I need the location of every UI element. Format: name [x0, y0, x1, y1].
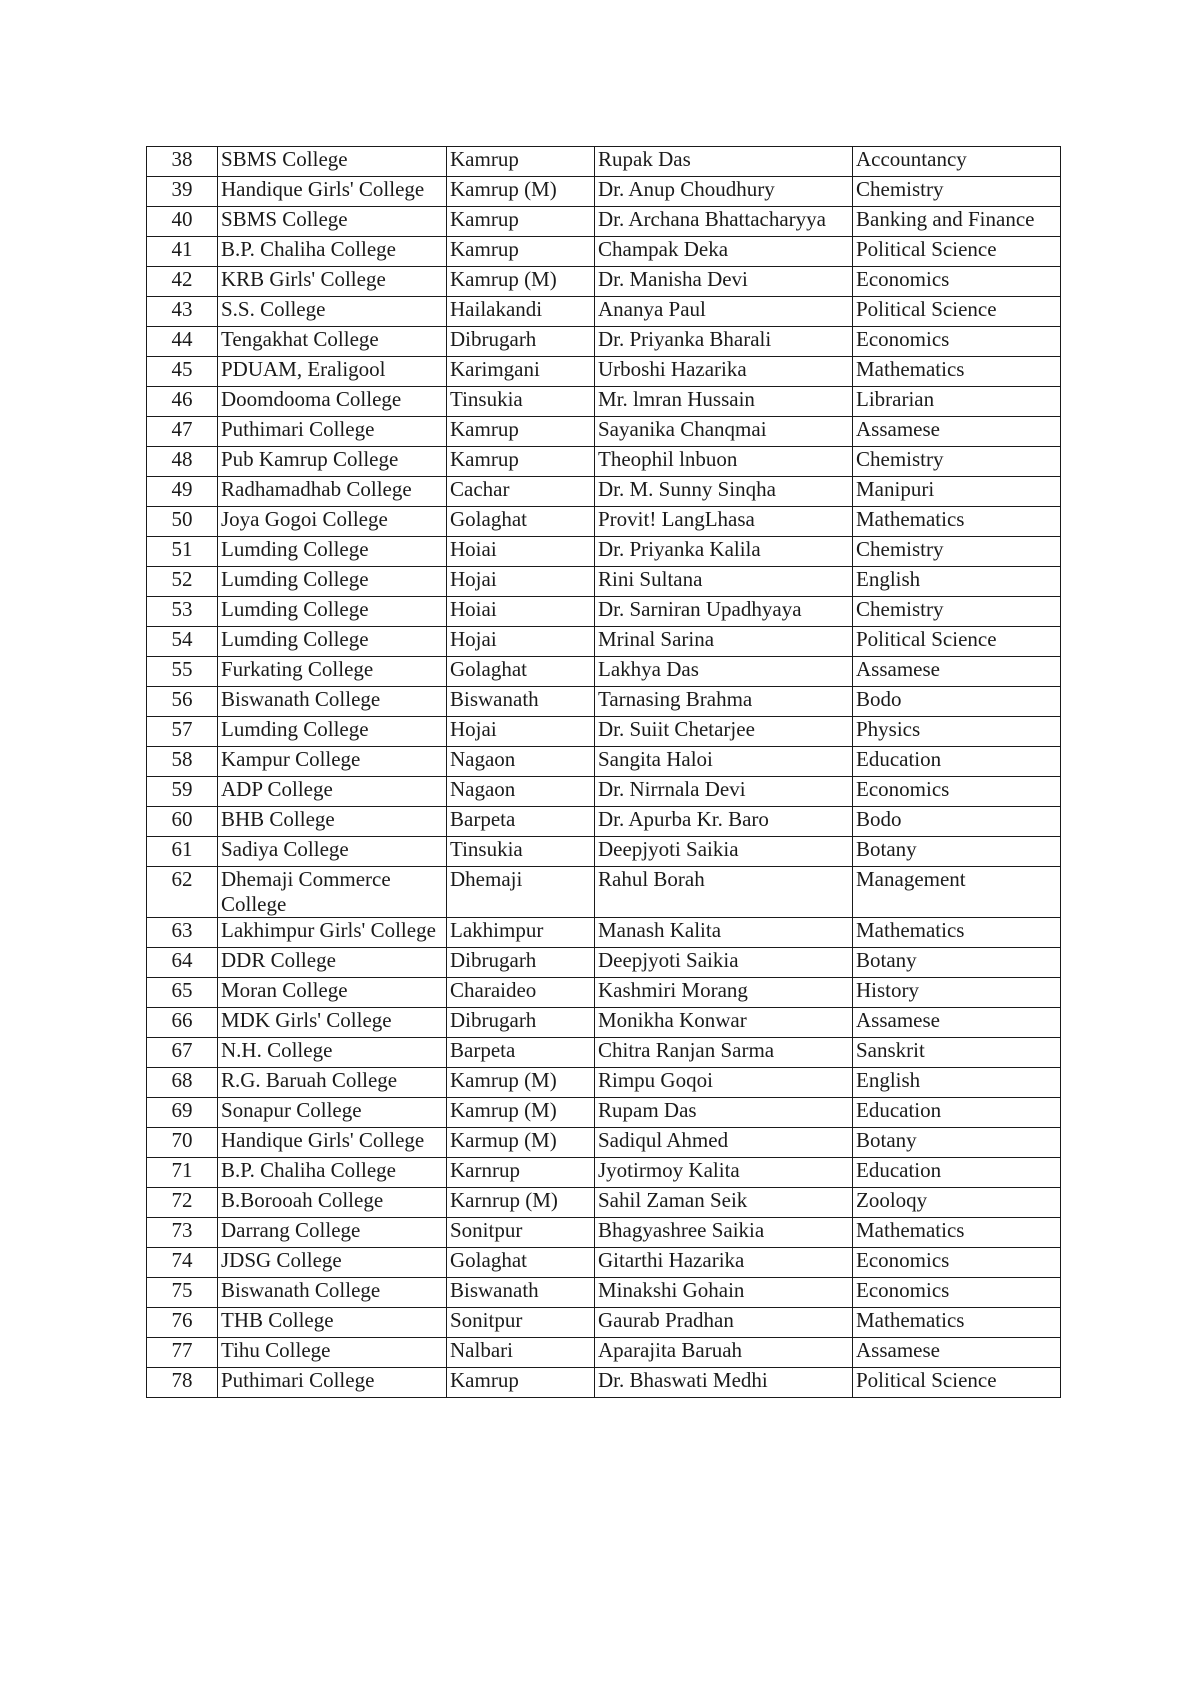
college-cell: Biswanath College — [218, 1278, 447, 1308]
subject-cell: Education — [853, 747, 1061, 777]
sl-cell: 61 — [147, 837, 218, 867]
subject-cell: Manipuri — [853, 477, 1061, 507]
district-cell: Hojai — [447, 717, 595, 747]
subject-cell: Banking and Finance — [853, 207, 1061, 237]
table-row — [147, 417, 1061, 447]
name-cell: Mrinal Sarina — [595, 627, 853, 657]
college-cell: SBMS College — [218, 147, 447, 177]
district-cell: Sonitpur — [447, 1308, 595, 1338]
name-cell: Rini Sultana — [595, 567, 853, 597]
college-cell: Handique Girls' College — [218, 1128, 447, 1158]
college-cell: Lumding College — [218, 717, 447, 747]
sl-cell: 71 — [147, 1158, 218, 1188]
sl-cell: 77 — [147, 1338, 218, 1368]
name-cell: Sayanika Chanqmai — [595, 417, 853, 447]
name-cell: Deepjyoti Saikia — [595, 837, 853, 867]
district-cell: Kamrup — [447, 237, 595, 267]
table-row — [147, 207, 1061, 237]
college-cell: Puthimari College — [218, 1368, 447, 1398]
name-cell: Gaurab Pradhan — [595, 1308, 853, 1338]
district-cell: Tinsukia — [447, 837, 595, 867]
table-row — [147, 1278, 1061, 1308]
table-row — [147, 657, 1061, 687]
subject-cell: Botany — [853, 1128, 1061, 1158]
subject-cell: Mathematics — [853, 918, 1061, 948]
college-cell: SBMS College — [218, 207, 447, 237]
name-cell: Dr. Suiit Chetarjee — [595, 717, 853, 747]
table-row — [147, 297, 1061, 327]
table-row — [147, 237, 1061, 267]
name-cell: Aparajita Baruah — [595, 1338, 853, 1368]
college-cell: S.S. College — [218, 297, 447, 327]
table-row — [147, 837, 1061, 867]
sl-cell: 45 — [147, 357, 218, 387]
college-cell: Furkating College — [218, 657, 447, 687]
college-cell: Darrang College — [218, 1218, 447, 1248]
table-row — [147, 747, 1061, 777]
district-cell: Kamrup (M) — [447, 177, 595, 207]
district-cell: Kamrup — [447, 147, 595, 177]
subject-cell: History — [853, 978, 1061, 1008]
subject-cell: Education — [853, 1158, 1061, 1188]
sl-cell: 66 — [147, 1008, 218, 1038]
college-cell: Lumding College — [218, 537, 447, 567]
sl-cell: 57 — [147, 717, 218, 747]
table-row — [147, 948, 1061, 978]
table-row — [147, 1068, 1061, 1098]
sl-cell: 50 — [147, 507, 218, 537]
subject-cell: Economics — [853, 1248, 1061, 1278]
subject-cell: Political Science — [853, 237, 1061, 267]
table-row — [147, 1158, 1061, 1188]
name-cell: Kashmiri Morang — [595, 978, 853, 1008]
name-cell: Dr. Apurba Kr. Baro — [595, 807, 853, 837]
college-cell: BHB College — [218, 807, 447, 837]
district-cell: Kamrup — [447, 1368, 595, 1398]
name-cell: Minakshi Gohain — [595, 1278, 853, 1308]
district-cell: Sonitpur — [447, 1218, 595, 1248]
sl-cell: 58 — [147, 747, 218, 777]
sl-cell: 62 — [147, 867, 218, 918]
sl-cell: 41 — [147, 237, 218, 267]
sl-cell: 63 — [147, 918, 218, 948]
subject-cell: Management — [853, 867, 1061, 918]
college-cell: DDR College — [218, 948, 447, 978]
district-cell: Dibrugarh — [447, 1008, 595, 1038]
sl-cell: 59 — [147, 777, 218, 807]
table-row — [147, 567, 1061, 597]
college-cell: THB College — [218, 1308, 447, 1338]
subject-cell: Librarian — [853, 387, 1061, 417]
district-cell: Hoiai — [447, 597, 595, 627]
subject-cell: Economics — [853, 777, 1061, 807]
table-row — [147, 597, 1061, 627]
college-cell: Moran College — [218, 978, 447, 1008]
subject-cell: English — [853, 1068, 1061, 1098]
table-row — [147, 1128, 1061, 1158]
name-cell: Dr. Sarniran Upadhyaya — [595, 597, 853, 627]
subject-cell: Chemistry — [853, 447, 1061, 477]
table-row — [147, 687, 1061, 717]
name-cell: Deepjyoti Saikia — [595, 948, 853, 978]
district-cell: Golaghat — [447, 507, 595, 537]
name-cell: Dr. M. Sunny Sinqha — [595, 477, 853, 507]
name-cell: Provit! LangLhasa — [595, 507, 853, 537]
district-cell: Hailakandi — [447, 297, 595, 327]
sl-cell: 70 — [147, 1128, 218, 1158]
district-cell: Kamrup (M) — [447, 267, 595, 297]
college-cell: Sadiya College — [218, 837, 447, 867]
district-cell: Lakhimpur — [447, 918, 595, 948]
table-row — [147, 1038, 1061, 1068]
sl-cell: 38 — [147, 147, 218, 177]
district-cell: Dibrugarh — [447, 327, 595, 357]
table-row — [147, 807, 1061, 837]
table-row — [147, 537, 1061, 567]
table-row — [147, 477, 1061, 507]
table-row — [147, 1098, 1061, 1128]
college-cell: B.P. Chaliha College — [218, 1158, 447, 1188]
sl-cell: 42 — [147, 267, 218, 297]
name-cell: Champak Deka — [595, 237, 853, 267]
sl-cell: 78 — [147, 1368, 218, 1398]
name-cell: Bhagyashree Saikia — [595, 1218, 853, 1248]
district-cell: Charaideo — [447, 978, 595, 1008]
college-cell: ADP College — [218, 777, 447, 807]
college-cell: Lumding College — [218, 597, 447, 627]
sl-cell: 44 — [147, 327, 218, 357]
district-cell: Karimgani — [447, 357, 595, 387]
college-cell: Lumding College — [218, 567, 447, 597]
sl-cell: 74 — [147, 1248, 218, 1278]
name-cell: Sadiqul Ahmed — [595, 1128, 853, 1158]
roster-table-body — [147, 147, 1061, 1398]
subject-cell: Mathematics — [853, 507, 1061, 537]
table-row — [147, 327, 1061, 357]
district-cell: Tinsukia — [447, 387, 595, 417]
sl-cell: 52 — [147, 567, 218, 597]
table-row — [147, 867, 1061, 918]
sl-cell: 73 — [147, 1218, 218, 1248]
district-cell: Kamrup — [447, 207, 595, 237]
table-row — [147, 147, 1061, 177]
subject-cell: Education — [853, 1098, 1061, 1128]
table-row — [147, 1218, 1061, 1248]
college-cell: Kampur College — [218, 747, 447, 777]
name-cell: Lakhya Das — [595, 657, 853, 687]
sl-cell: 46 — [147, 387, 218, 417]
sl-cell: 40 — [147, 207, 218, 237]
sl-cell: 75 — [147, 1278, 218, 1308]
sl-cell: 76 — [147, 1308, 218, 1338]
sl-cell: 43 — [147, 297, 218, 327]
college-cell: Pub Kamrup College — [218, 447, 447, 477]
sl-cell: 56 — [147, 687, 218, 717]
table-row — [147, 507, 1061, 537]
college-cell: Tengakhat College — [218, 327, 447, 357]
subject-cell: Bodo — [853, 807, 1061, 837]
district-cell: Dibrugarh — [447, 948, 595, 978]
subject-cell: Assamese — [853, 1338, 1061, 1368]
table-row — [147, 1248, 1061, 1278]
name-cell: Urboshi Hazarika — [595, 357, 853, 387]
roster-table — [146, 146, 1061, 1398]
sl-cell: 68 — [147, 1068, 218, 1098]
subject-cell: Political Science — [853, 297, 1061, 327]
subject-cell: Botany — [853, 948, 1061, 978]
name-cell: Dr. Manisha Devi — [595, 267, 853, 297]
subject-cell: Accountancy — [853, 147, 1061, 177]
table-row — [147, 1308, 1061, 1338]
district-cell: Karnrup (M) — [447, 1188, 595, 1218]
sl-cell: 53 — [147, 597, 218, 627]
district-cell: Kamrup — [447, 417, 595, 447]
table-row — [147, 1368, 1061, 1398]
college-cell: Lumding College — [218, 627, 447, 657]
college-cell: PDUAM, Eraligool — [218, 357, 447, 387]
table-row — [147, 357, 1061, 387]
subject-cell: Chemistry — [853, 537, 1061, 567]
sl-cell: 48 — [147, 447, 218, 477]
college-cell: R.G. Baruah College — [218, 1068, 447, 1098]
district-cell: Barpeta — [447, 1038, 595, 1068]
name-cell: Dr. Nirrnala Devi — [595, 777, 853, 807]
name-cell: Ananya Paul — [595, 297, 853, 327]
district-cell: Hojai — [447, 627, 595, 657]
name-cell: Theophil lnbuon — [595, 447, 853, 477]
table-row — [147, 387, 1061, 417]
sl-cell: 47 — [147, 417, 218, 447]
district-cell: Cachar — [447, 477, 595, 507]
name-cell: Dr. Anup Choudhury — [595, 177, 853, 207]
college-cell: Handique Girls' College — [218, 177, 447, 207]
subject-cell: Bodo — [853, 687, 1061, 717]
name-cell: Tarnasing Brahma — [595, 687, 853, 717]
table-row — [147, 978, 1061, 1008]
sl-cell: 51 — [147, 537, 218, 567]
district-cell: Hojai — [447, 567, 595, 597]
table-row — [147, 267, 1061, 297]
subject-cell: Assamese — [853, 657, 1061, 687]
sl-cell: 55 — [147, 657, 218, 687]
college-cell: Lakhimpur Girls' College — [218, 918, 447, 948]
district-cell: Biswanath — [447, 687, 595, 717]
table-row — [147, 918, 1061, 948]
subject-cell: English — [853, 567, 1061, 597]
name-cell: Rimpu Goqoi — [595, 1068, 853, 1098]
college-cell: B.P. Chaliha College — [218, 237, 447, 267]
subject-cell: Economics — [853, 1278, 1061, 1308]
subject-cell: Mathematics — [853, 357, 1061, 387]
college-cell: B.Borooah College — [218, 1188, 447, 1218]
name-cell: Manash Kalita — [595, 918, 853, 948]
college-cell: Dhemaji Commerce College — [218, 867, 447, 918]
subject-cell: Mathematics — [853, 1308, 1061, 1338]
name-cell: Sahil Zaman Seik — [595, 1188, 853, 1218]
college-cell: Biswanath College — [218, 687, 447, 717]
district-cell: Hoiai — [447, 537, 595, 567]
name-cell: Dr. Priyanka Kalila — [595, 537, 853, 567]
table-row — [147, 717, 1061, 747]
name-cell: Mr. lmran Hussain — [595, 387, 853, 417]
table-row — [147, 177, 1061, 207]
sl-cell: 65 — [147, 978, 218, 1008]
subject-cell: Physics — [853, 717, 1061, 747]
subject-cell: Assamese — [853, 1008, 1061, 1038]
sl-cell: 54 — [147, 627, 218, 657]
college-cell: Joya Gogoi College — [218, 507, 447, 537]
table-row — [147, 777, 1061, 807]
district-cell: Golaghat — [447, 657, 595, 687]
district-cell: Nalbari — [447, 1338, 595, 1368]
district-cell: Golaghat — [447, 1248, 595, 1278]
sl-cell: 72 — [147, 1188, 218, 1218]
table-row — [147, 1188, 1061, 1218]
name-cell: Jyotirmoy Kalita — [595, 1158, 853, 1188]
college-cell: JDSG College — [218, 1248, 447, 1278]
subject-cell: Political Science — [853, 1368, 1061, 1398]
name-cell: Dr. Archana Bhattacharyya — [595, 207, 853, 237]
subject-cell: Botany — [853, 837, 1061, 867]
name-cell: Rupak Das — [595, 147, 853, 177]
table-row — [147, 1338, 1061, 1368]
district-cell: Karnrup — [447, 1158, 595, 1188]
name-cell: Dr. Bhaswati Medhi — [595, 1368, 853, 1398]
sl-cell: 39 — [147, 177, 218, 207]
district-cell: Barpeta — [447, 807, 595, 837]
name-cell: Chitra Ranjan Sarma — [595, 1038, 853, 1068]
sl-cell: 69 — [147, 1098, 218, 1128]
district-cell: Kamrup (M) — [447, 1098, 595, 1128]
subject-cell: Chemistry — [853, 597, 1061, 627]
college-cell: Radhamadhab College — [218, 477, 447, 507]
sl-cell: 49 — [147, 477, 218, 507]
table-row — [147, 1008, 1061, 1038]
name-cell: Dr. Priyanka Bharali — [595, 327, 853, 357]
college-cell: Doomdooma College — [218, 387, 447, 417]
subject-cell: Assamese — [853, 417, 1061, 447]
district-cell: Kamrup — [447, 447, 595, 477]
table-row — [147, 627, 1061, 657]
district-cell: Nagaon — [447, 747, 595, 777]
sl-cell: 64 — [147, 948, 218, 978]
subject-cell: Mathematics — [853, 1218, 1061, 1248]
subject-cell: Economics — [853, 267, 1061, 297]
subject-cell: Zooloqy — [853, 1188, 1061, 1218]
name-cell: Gitarthi Hazarika — [595, 1248, 853, 1278]
district-cell: Nagaon — [447, 777, 595, 807]
subject-cell: Political Science — [853, 627, 1061, 657]
college-cell: Puthimari College — [218, 417, 447, 447]
name-cell: Sangita Haloi — [595, 747, 853, 777]
college-cell: Tihu College — [218, 1338, 447, 1368]
name-cell: Rupam Das — [595, 1098, 853, 1128]
college-cell: Sonapur College — [218, 1098, 447, 1128]
name-cell: Monikha Konwar — [595, 1008, 853, 1038]
subject-cell: Economics — [853, 327, 1061, 357]
sl-cell: 60 — [147, 807, 218, 837]
sl-cell: 67 — [147, 1038, 218, 1068]
college-cell: MDK Girls' College — [218, 1008, 447, 1038]
district-cell: Dhemaji — [447, 867, 595, 918]
name-cell: Rahul Borah — [595, 867, 853, 918]
district-cell: Biswanath — [447, 1278, 595, 1308]
subject-cell: Sanskrit — [853, 1038, 1061, 1068]
college-cell: N.H. College — [218, 1038, 447, 1068]
district-cell: Kamrup (M) — [447, 1068, 595, 1098]
subject-cell: Chemistry — [853, 177, 1061, 207]
college-cell: KRB Girls' College — [218, 267, 447, 297]
table-row — [147, 447, 1061, 477]
district-cell: Karmup (M) — [447, 1128, 595, 1158]
